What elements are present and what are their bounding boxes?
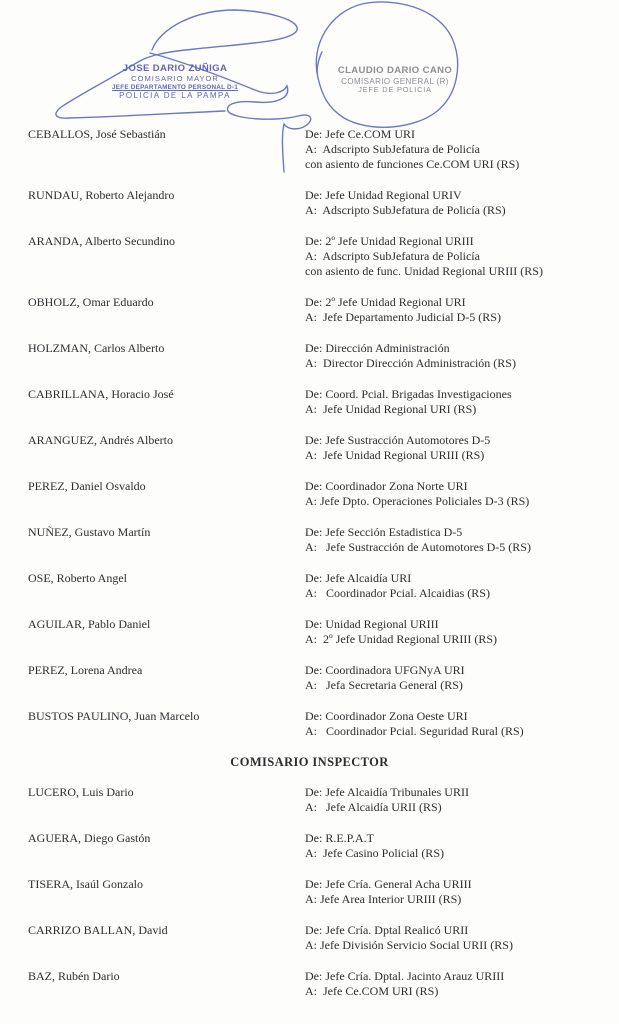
officer-name: CABRILLANA, Horacio José bbox=[28, 387, 174, 401]
assignment-line: A: 2º Jefe Unidad Regional URIII (RS) bbox=[305, 632, 498, 646]
table-row bbox=[0, 479, 619, 509]
stamp-left-dept: JEFE DEPARTAMENTO PERSONAL D-1 bbox=[112, 83, 238, 91]
assignment-line: A: Jefe Dpto. Operaciones Policiales D-3 (RS) bbox=[305, 494, 530, 508]
assignment-line: De: Jefe Ce.COM URI bbox=[305, 127, 415, 141]
table-row bbox=[0, 341, 619, 371]
officer-name: AGUILAR, Pablo Daniel bbox=[28, 617, 151, 631]
officer-name: ARANDA, Alberto Secundino bbox=[28, 234, 175, 248]
officer-name: AGUERA, Diego Gastón bbox=[28, 831, 151, 845]
assignment-line: De: 2º Jefe Unidad Regional URIII bbox=[305, 234, 474, 248]
assignment-line: A: Adscripto SubJefatura de Policía bbox=[305, 249, 480, 263]
assignment-line: De: Dirección Administración bbox=[305, 341, 450, 355]
officer-name: TISERA, Isaúl Gonzalo bbox=[28, 877, 143, 891]
stamp-left-name: JOSE DARIO ZUÑIGA bbox=[122, 63, 228, 74]
officer-name: CEBALLOS, José Sebastián bbox=[28, 127, 166, 141]
section-header-comisario-inspector: COMISARIO INSPECTOR bbox=[230, 755, 389, 769]
officer-name: OBHOLZ, Omar Eduardo bbox=[28, 295, 154, 309]
transfer-list-inspector bbox=[0, 785, 619, 999]
assignment-line: A: Jefe Departamento Judicial D-5 (RS) bbox=[305, 310, 501, 324]
assignment-line: A: Jefe Alcaidía URII (RS) bbox=[305, 800, 442, 814]
assignment-line: A: Jefe Area Interior URIII (RS) bbox=[305, 892, 462, 906]
assignment-line: con asiento de funciones Ce.COM URI (RS) bbox=[305, 157, 520, 171]
table-row bbox=[0, 663, 619, 693]
officer-name: LUCERO, Luis Dario bbox=[28, 785, 134, 799]
assignment-line: De: Jefe Sección Estadistica D-5 bbox=[305, 525, 463, 539]
signature-area bbox=[0, 0, 619, 127]
table-row bbox=[0, 877, 619, 907]
assignment-line: De: Jefe Unidad Regional URIV bbox=[305, 188, 462, 202]
officer-name: ARANGUEZ, Andrés Alberto bbox=[28, 433, 173, 447]
assignment-line: De: R.E.P.A.T bbox=[305, 831, 374, 845]
transfer-list-top bbox=[0, 127, 619, 739]
assignment-line: A: Coordinador Pcial. Alcaidias (RS) bbox=[305, 586, 490, 600]
officer-name: NUÑEZ, Gustavo Martín bbox=[28, 525, 151, 539]
table-row bbox=[0, 571, 619, 601]
assignment-line: De: Coord. Pcial. Brigadas Investigaciones bbox=[305, 387, 512, 401]
assignment-line: De: Jefe Sustracción Automotores D-5 bbox=[305, 433, 491, 447]
table-row bbox=[0, 617, 619, 647]
assignment-line: A: Jefe Casino Policial (RS) bbox=[305, 846, 444, 860]
table-row bbox=[0, 709, 619, 739]
assignment-line: A: Director Dirección Administración (RS) bbox=[305, 356, 516, 370]
officer-name: HOLZMAN, Carlos Alberto bbox=[28, 341, 165, 355]
stamp-left-org: POLICIA DE LA PAMPA bbox=[119, 91, 231, 100]
officer-name: CARRIZO BALLAN, David bbox=[28, 923, 168, 937]
table-row bbox=[0, 127, 619, 172]
stamp-right-name: CLAUDIO DARIO CANO bbox=[337, 65, 453, 76]
assignment-line: De: Jefe Cría. Dptal Realicó URII bbox=[305, 923, 469, 937]
assignment-line: con asiento de func. Unidad Regional URIII (RS) bbox=[305, 264, 543, 278]
officer-name: RUNDAU, Roberto Alejandro bbox=[28, 188, 175, 202]
table-row bbox=[0, 234, 619, 279]
table-row bbox=[0, 188, 619, 218]
assignment-line: De: 2º Jefe Unidad Regional URI bbox=[305, 295, 466, 309]
assignment-line: A: Jefe División Servicio Social URII (RS) bbox=[305, 938, 513, 952]
table-row bbox=[0, 433, 619, 463]
assignment-line: A: Jefe Sustracción de Automotores D-5 (RS) bbox=[305, 540, 531, 554]
stamp-right-title: JEFE DE POLICIA bbox=[358, 85, 432, 95]
table-row bbox=[0, 295, 619, 325]
assignment-line: De: Jefe Alcaidía Tribunales URII bbox=[305, 785, 469, 799]
assignment-line: De: Jefe Cría. Dptal. Jacinto Arauz URIII bbox=[305, 969, 505, 983]
table-row bbox=[0, 525, 619, 555]
officer-name: BAZ, Rubén Dario bbox=[28, 969, 120, 983]
officer-name: OSE, Roberto Angel bbox=[28, 571, 127, 585]
officer-name: PEREZ, Daniel Osvaldo bbox=[28, 479, 146, 493]
assignment-line: De: Coordinador Zona Oeste URI bbox=[305, 709, 468, 723]
stamp-left bbox=[112, 64, 238, 100]
assignment-line: A: Adscripto SubJefatura de Policía (RS) bbox=[305, 203, 506, 217]
assignment-line: De: Coordinador Zona Norte URI bbox=[305, 479, 468, 493]
assignment-line: A: Jefe Ce.COM URI (RS) bbox=[305, 984, 439, 998]
table-row bbox=[0, 785, 619, 815]
stamp-left-rank: COMISARIO MAYOR bbox=[131, 73, 219, 83]
assignment-line: A: Jefe Unidad Regional URI (RS) bbox=[305, 402, 477, 416]
assignment-line: A: Jefe Unidad Regional URIII (RS) bbox=[305, 448, 485, 462]
officer-name: PEREZ, Lorena Andrea bbox=[28, 663, 143, 677]
assignment-line: De: Coordinadora UFGNyA URI bbox=[305, 663, 465, 677]
assignment-line: A: Coordinador Pcial. Seguridad Rural (RS) bbox=[305, 724, 524, 738]
officer-name: BUSTOS PAULINO, Juan Marcelo bbox=[28, 709, 200, 723]
table-row bbox=[0, 831, 619, 861]
assignment-line: De: Unidad Regional URIII bbox=[305, 617, 439, 631]
assignment-line: A: Adscripto SubJefatura de Policía bbox=[305, 142, 480, 156]
stamp-right-rank: COMISARIO GENERAL (R) bbox=[341, 76, 449, 86]
table-row bbox=[0, 387, 619, 417]
assignment-line: De: Jefe Cría. General Acha URIII bbox=[305, 877, 472, 891]
assignment-line: De: Jefe Alcaidía URI bbox=[305, 571, 412, 585]
stamp-right bbox=[332, 66, 458, 95]
assignment-line: A: Jefa Secretaria General (RS) bbox=[305, 678, 463, 692]
table-row bbox=[0, 923, 619, 953]
table-row bbox=[0, 969, 619, 999]
